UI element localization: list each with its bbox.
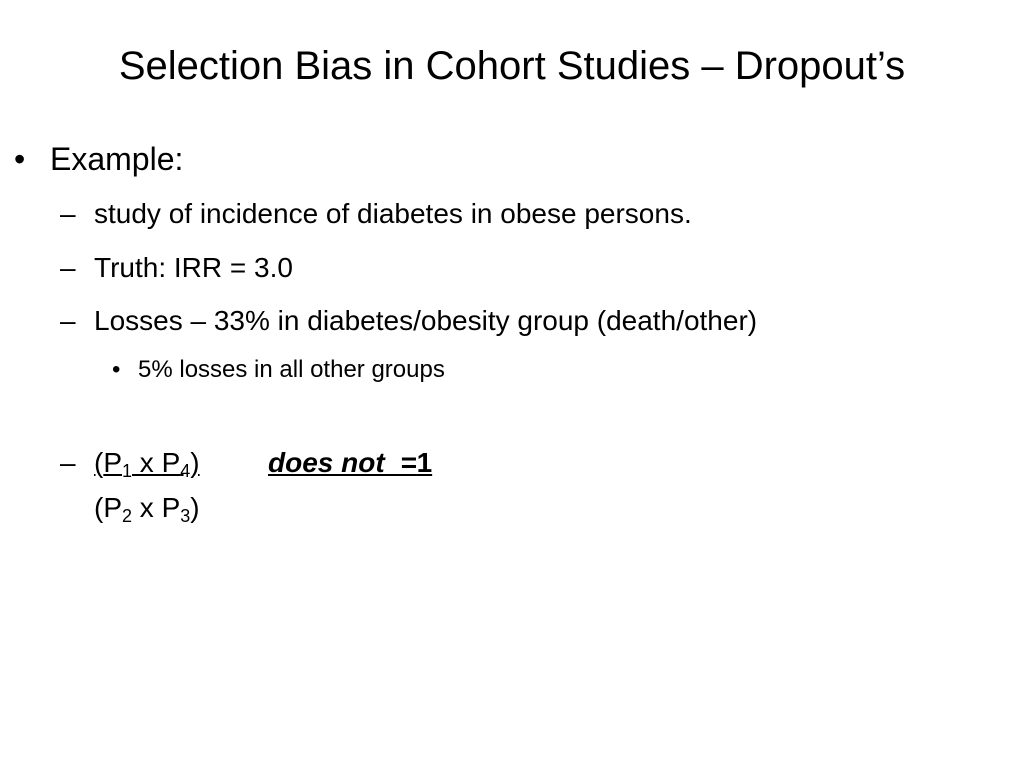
formula-numerator-line [60, 445, 200, 481]
formula-value: 1 [416, 447, 433, 478]
formula-result [268, 445, 432, 481]
subbullet-text: Losses – 33% in diabetes/obesity group (death/other) [94, 305, 758, 336]
formula-emphasis: does not = [268, 447, 417, 478]
subbullet-truth [60, 250, 293, 286]
subbullet-text: Truth: IRR = 3.0 [94, 252, 293, 283]
bullet-marker: • [112, 356, 121, 383]
dash-marker: – [60, 447, 76, 478]
subbullet-text: study of incidence of diabetes in obese persons. [94, 198, 692, 229]
bullet-marker: • [14, 141, 26, 177]
dash-marker: – [60, 252, 76, 283]
subsubbullet-text: 5% losses in all other groups [138, 356, 445, 383]
subsubbullet-other-losses [112, 354, 445, 386]
slide-title: Selection Bias in Cohort Studies – Dropout’s [118, 44, 906, 88]
subbullet-study [60, 196, 692, 232]
subbullet-losses [60, 303, 757, 339]
formula-numerator: ($P_1$ x $P_4$) [94, 447, 200, 481]
dash-marker: – [60, 198, 76, 229]
example-label: Example: [50, 141, 184, 177]
bullet-example [14, 138, 183, 180]
formula-denominator: ($P_2$ x $P_3$) [94, 492, 200, 526]
dash-marker: – [60, 305, 76, 336]
